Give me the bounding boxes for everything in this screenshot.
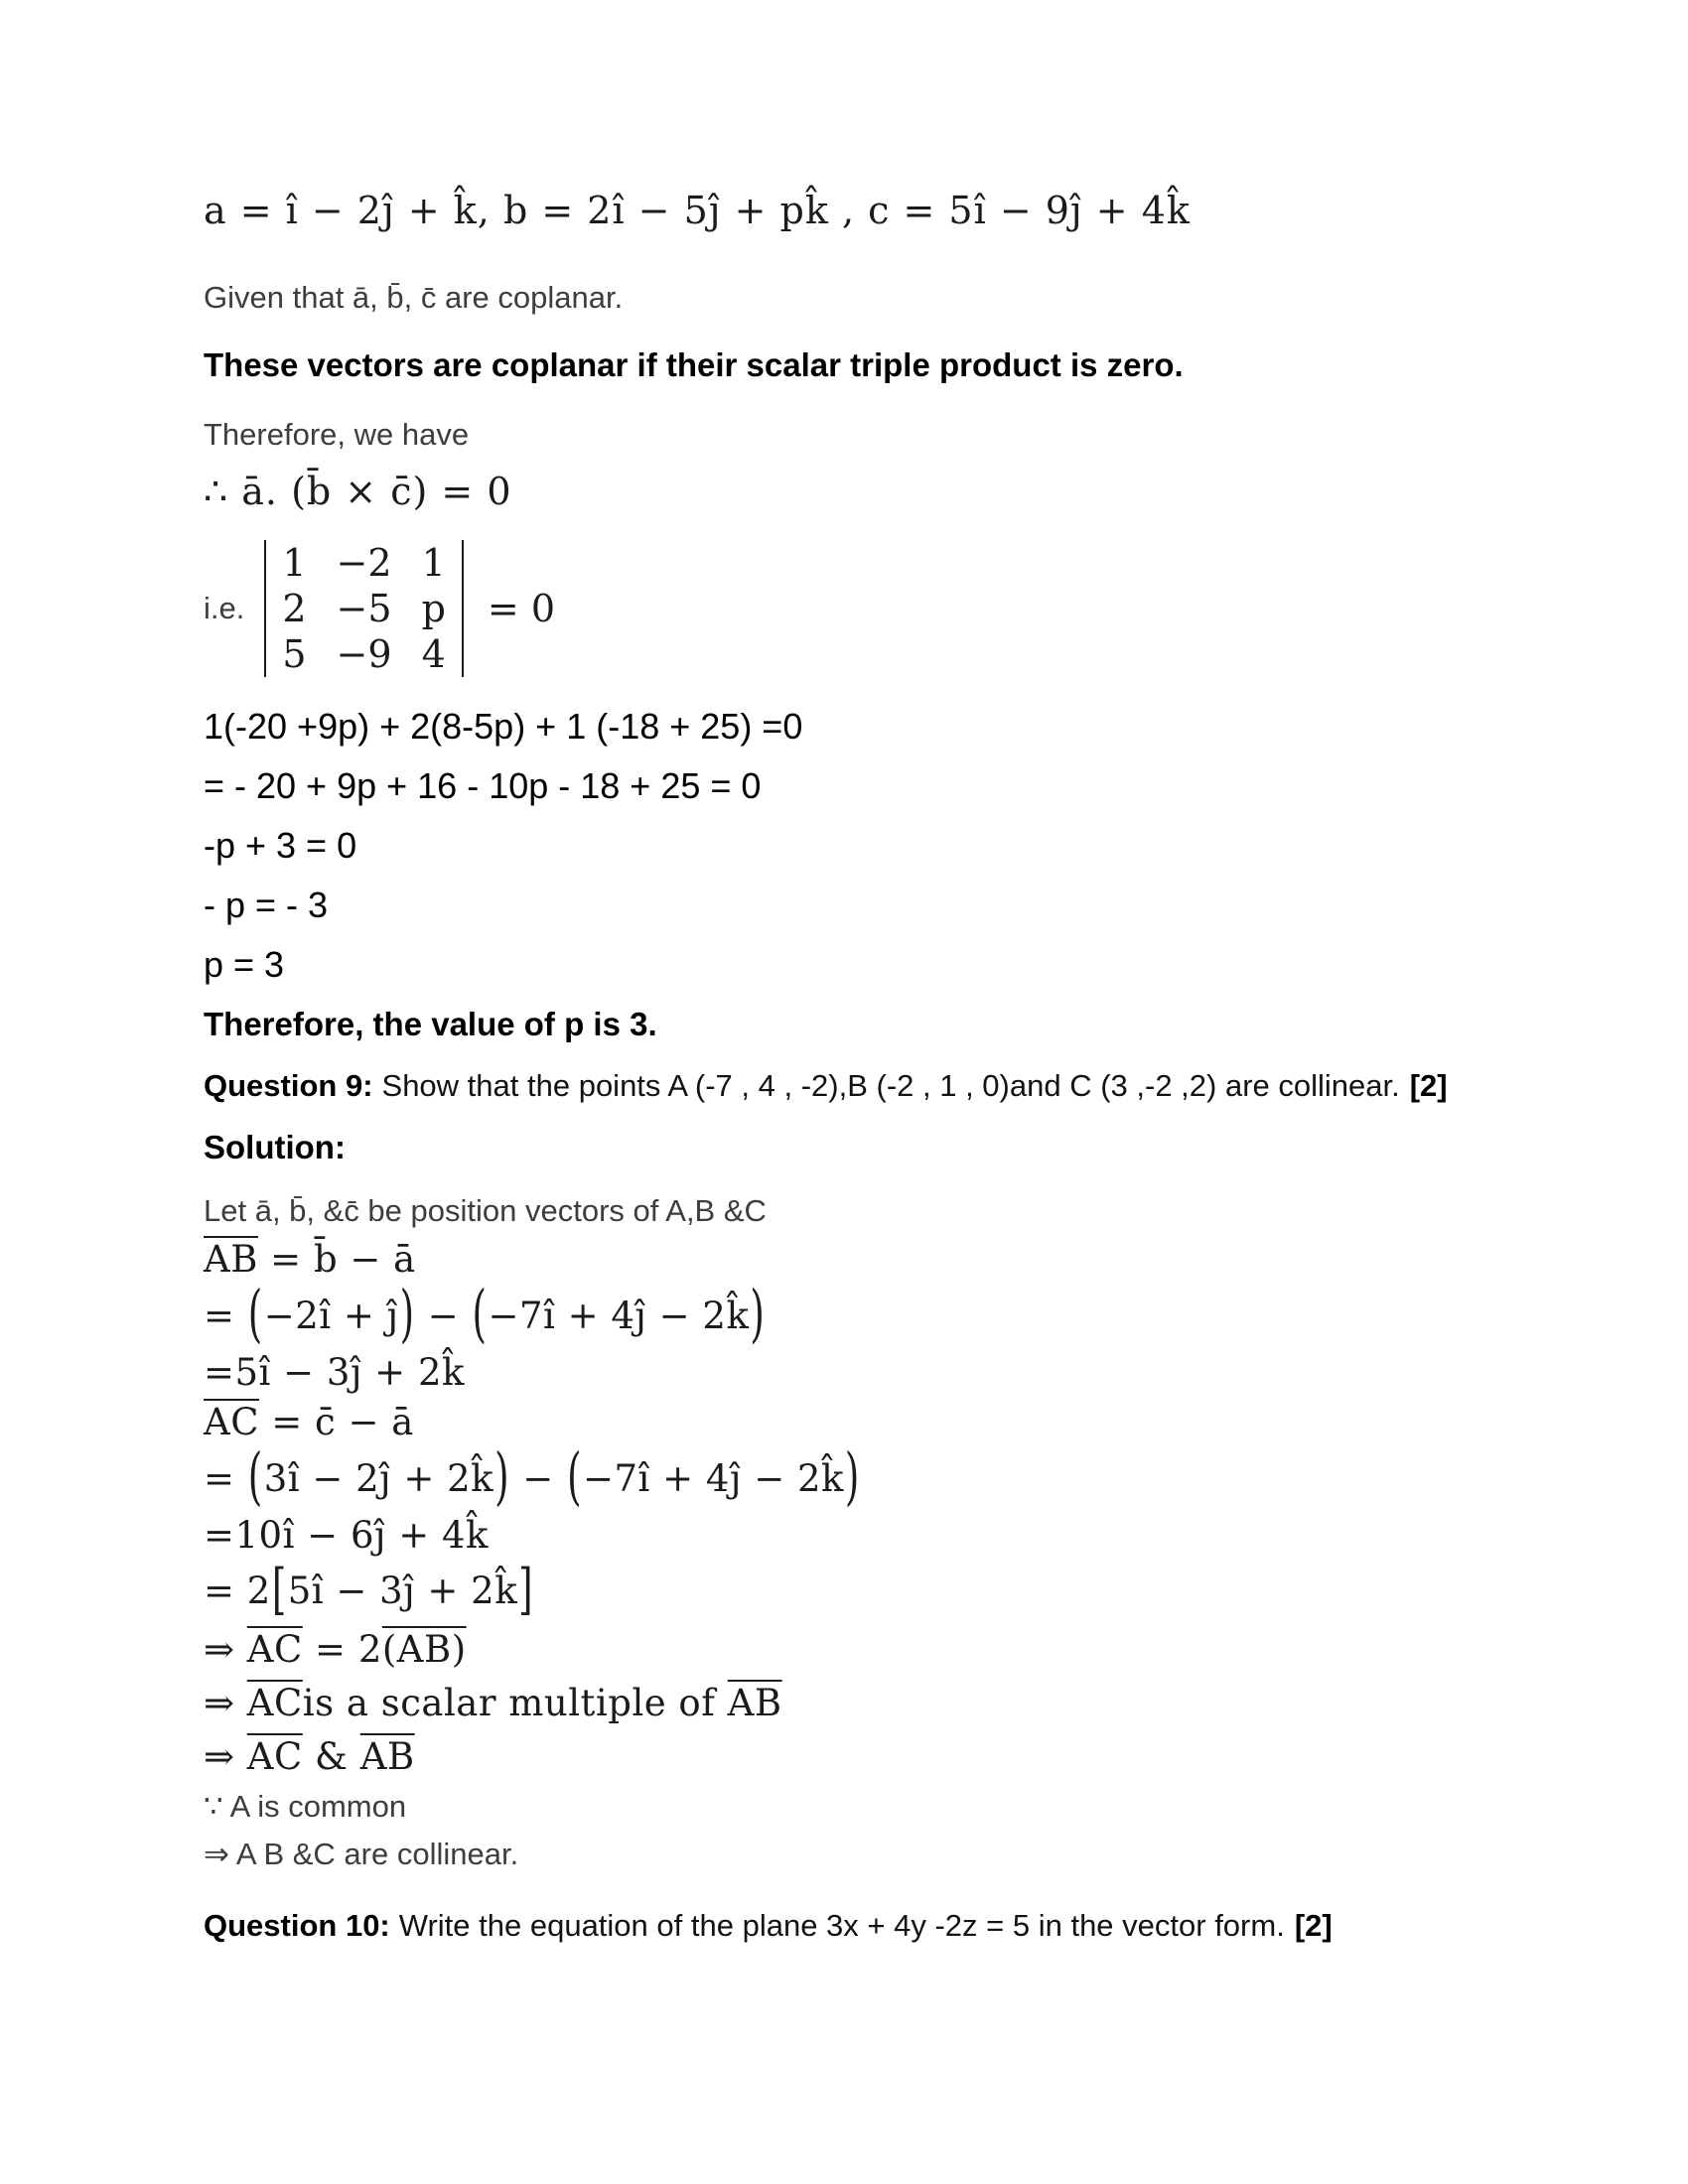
ab-definition bbox=[204, 1237, 1628, 1283]
given-statement: Given that ā, b̄, c̄ are coplanar. bbox=[204, 280, 624, 315]
position-vectors-statement: Let ā, b̄, &c̄ be position vectors of A,B &C bbox=[204, 1193, 767, 1228]
minus-sign: − bbox=[510, 1457, 567, 1500]
a-vector-terms: −7î + 4ĵ − 2k̂ bbox=[583, 1457, 844, 1500]
ac-definition bbox=[204, 1400, 1628, 1445]
expansion-step-2: = - 20 + 9p + 16 - 10p - 18 + 25 = 0 bbox=[204, 765, 762, 806]
determinant-equals-zero: = 0 bbox=[487, 587, 556, 630]
minus-sign: − bbox=[415, 1295, 472, 1337]
ab-vector-symbol: $\overline{AB}$ bbox=[727, 1682, 782, 1724]
question-10-marks: [2] bbox=[1294, 1908, 1333, 1943]
open-paren: ( bbox=[247, 1277, 263, 1350]
matrix-cell-r1c2: −2 bbox=[336, 541, 392, 585]
c-vector-terms: 3î − 2ĵ + 2k̂ bbox=[263, 1457, 494, 1500]
ab-result: =5î − 3ĵ + 2k̂ bbox=[204, 1351, 465, 1394]
ab-vector-symbol: $\overline{AB}$ bbox=[204, 1238, 258, 1281]
ac-factored bbox=[204, 1557, 1628, 1622]
coplanar-condition-statement: These vectors are coplanar if their scalar triple product is zero. bbox=[204, 346, 1184, 383]
close-paren: ) bbox=[399, 1277, 415, 1350]
implication-scalar-multiple bbox=[204, 1680, 1628, 1727]
a-vector-terms: −7î + 4ĵ − 2k̂ bbox=[488, 1295, 750, 1337]
question-9 bbox=[204, 1064, 1494, 1108]
ac-vector-symbol: $\overline{AC}$ bbox=[246, 1628, 303, 1671]
ab-definition-rhs: = b̄ − ā bbox=[257, 1238, 416, 1281]
close-paren: ) bbox=[750, 1277, 766, 1350]
matrix-cell-r3c3: 4 bbox=[421, 632, 446, 676]
ac-expansion bbox=[204, 1439, 1628, 1513]
close-paren: ) bbox=[494, 1439, 510, 1513]
equals-sign: = bbox=[204, 1295, 247, 1337]
ampersand: & bbox=[302, 1735, 360, 1778]
ab-vector-symbol: (AB) bbox=[381, 1628, 467, 1671]
expansion-step-1: 1(-20 +9p) + 2(8-5p) + 1 (-18 + 25) =0 bbox=[204, 706, 803, 747]
question-9-marks: [2] bbox=[1409, 1068, 1448, 1103]
vector-definitions-equation: a = î − 2ĵ + k̂, b = 2î − 5ĵ + pk̂ , c = 5î − 9ĵ + 4k̂ bbox=[204, 189, 1191, 232]
implication-ac-equals-2ab bbox=[204, 1626, 1628, 1674]
close-bracket: ] bbox=[518, 1557, 534, 1622]
ac-vector-symbol: $\overline{AC}$ bbox=[246, 1682, 303, 1724]
close-paren: ) bbox=[844, 1439, 860, 1513]
question-10-label: Question 10: bbox=[204, 1908, 390, 1943]
collinear-conclusion: ⇒ A B &C are collinear. bbox=[204, 1837, 519, 1871]
ac-vector-symbol: $\overline{AC}$ bbox=[246, 1735, 303, 1778]
matrix-cell-r2c1: 2 bbox=[282, 587, 307, 630]
expansion-step-4: - p = - 3 bbox=[204, 885, 329, 925]
a-is-common-statement: ∵ A is common bbox=[204, 1789, 407, 1824]
question-10 bbox=[204, 1904, 1628, 1948]
open-bracket: [ bbox=[271, 1557, 287, 1622]
open-paren: ( bbox=[567, 1439, 583, 1513]
matrix-cell-r3c2: −9 bbox=[336, 632, 392, 676]
open-paren: ( bbox=[472, 1277, 488, 1350]
ie-label: i.e. bbox=[204, 591, 245, 625]
determinant-equation bbox=[204, 538, 1628, 679]
equals-sign: = bbox=[204, 1457, 247, 1500]
equals-two: = 2 bbox=[204, 1570, 271, 1612]
scalar-triple-product-equation: ∴ ā. (b̄ × c̄) = 0 bbox=[204, 470, 512, 513]
ab-expansion bbox=[204, 1277, 1628, 1350]
equals-two: = 2 bbox=[302, 1628, 382, 1671]
matrix-cell-r2c2: −5 bbox=[336, 587, 392, 630]
expansion-step-5: p = 3 bbox=[204, 944, 285, 985]
matrix-cell-r1c1: 1 bbox=[282, 541, 307, 585]
open-paren: ( bbox=[247, 1439, 263, 1513]
implies-arrow-icon: ⇒ bbox=[204, 1682, 247, 1724]
matrix-cell-r3c1: 5 bbox=[282, 632, 307, 676]
scalar-multiple-text: is a scalar multiple of bbox=[302, 1682, 728, 1724]
matrix-cell-r1c3: 1 bbox=[421, 541, 446, 585]
factored-terms: 5î − 3ĵ + 2k̂ bbox=[287, 1570, 518, 1612]
solution-label: Solution: bbox=[204, 1129, 346, 1165]
ac-definition-rhs: = c̄ − ā bbox=[259, 1401, 414, 1443]
question-10-text: Write the equation of the plane 3x + 4y -2z = 5 in the vector form. bbox=[398, 1908, 1285, 1943]
ac-vector-symbol: $\overline{AC}$ bbox=[204, 1401, 260, 1443]
ac-result: =10î − 6ĵ + 4k̂ bbox=[204, 1514, 489, 1557]
implies-arrow-icon: ⇒ bbox=[204, 1628, 247, 1671]
question-9-label: Question 9: bbox=[204, 1068, 373, 1103]
implication-ac-and-ab bbox=[204, 1733, 1628, 1781]
determinant-matrix bbox=[266, 538, 462, 679]
p-value-conclusion: Therefore, the value of p is 3. bbox=[204, 1006, 657, 1042]
implies-arrow-icon: ⇒ bbox=[204, 1735, 247, 1778]
matrix-cell-r2c3: p bbox=[421, 587, 446, 630]
b-vector-terms: −2î + ĵ bbox=[263, 1295, 399, 1337]
question-9-text: Show that the points A (-7 , 4 , -2),B (-2 , 1 , 0)and C (3 ,-2 ,2) are collinear. bbox=[381, 1068, 1400, 1103]
therefore-statement: Therefore, we have bbox=[204, 417, 470, 452]
ab-vector-symbol: $\overline{AB}$ bbox=[359, 1735, 415, 1778]
expansion-step-3: -p + 3 = 0 bbox=[204, 825, 357, 866]
determinant-right-bar bbox=[462, 540, 464, 677]
